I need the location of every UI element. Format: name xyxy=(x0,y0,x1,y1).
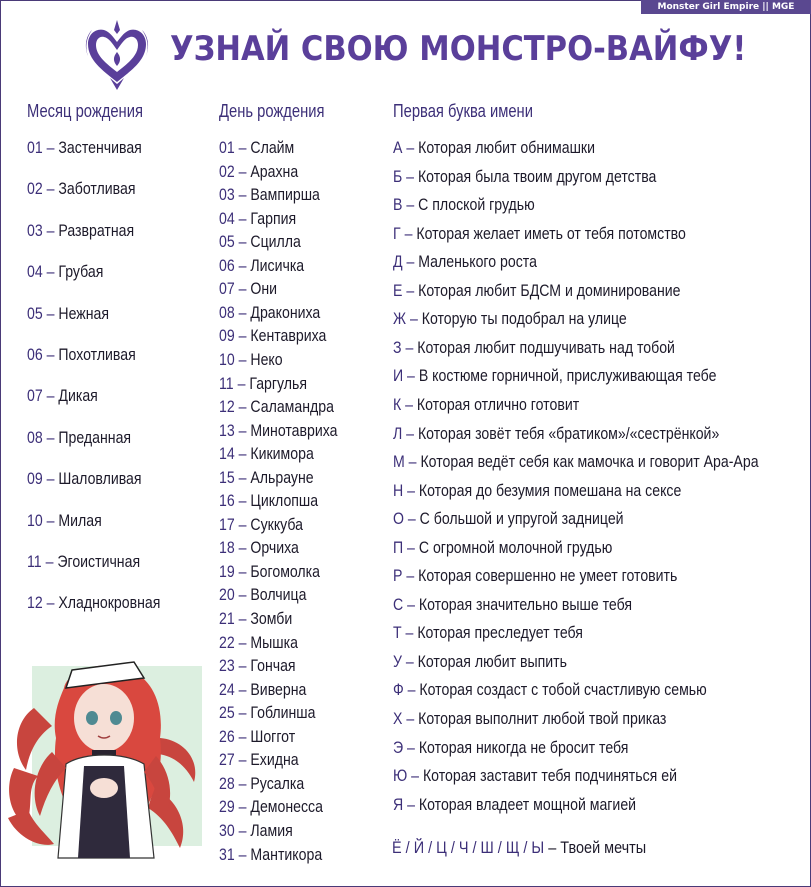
footer-line xyxy=(392,838,646,858)
days-item xyxy=(219,466,314,490)
days-item-key: 19 xyxy=(219,561,235,581)
months-item-key: 07 xyxy=(27,386,43,406)
days-item-text: Гарпия xyxy=(250,208,297,228)
months-item-text: Шаловливая xyxy=(58,469,142,489)
heart-crest-icon xyxy=(82,12,152,92)
days-item-dash: – xyxy=(234,561,251,581)
letters-item xyxy=(393,364,716,388)
months-item-key: 04 xyxy=(27,262,43,282)
months-item xyxy=(27,219,134,243)
letters-item-key: Б xyxy=(393,166,403,186)
letters-item xyxy=(393,621,583,645)
letters-item-dash: – xyxy=(402,280,419,300)
letters-item xyxy=(393,707,666,731)
months-item-key: 05 xyxy=(27,303,43,323)
days-item xyxy=(219,489,318,513)
days-item-key: 15 xyxy=(219,467,235,487)
months-item xyxy=(27,509,102,533)
days-item-dash: – xyxy=(234,420,251,440)
days-item-text: Гоблинша xyxy=(250,703,316,723)
days-item-dash: – xyxy=(234,349,251,369)
letters-item-key: Ф xyxy=(393,680,404,700)
letters-item-dash: – xyxy=(400,223,417,243)
days-item xyxy=(219,843,322,867)
letters-item-text: Которая любит БДСМ и доминирование xyxy=(418,280,681,300)
letters-item-key: Т xyxy=(393,623,402,643)
letters-item-key: Е xyxy=(393,280,403,300)
days-item xyxy=(219,207,296,231)
months-item-dash: – xyxy=(41,552,58,571)
letters-item-dash: – xyxy=(407,766,423,786)
days-item-text: Гончая xyxy=(250,656,296,676)
days-item-key: 05 xyxy=(219,232,235,252)
letters-item-dash: – xyxy=(403,366,419,386)
letters-item-text: С огромной молочной грудью xyxy=(418,537,613,557)
letters-item-dash: – xyxy=(401,623,418,643)
days-item-text: Шоггот xyxy=(250,726,296,746)
letters-item-key: Ю xyxy=(393,766,408,786)
days-item-dash: – xyxy=(234,632,251,652)
letters-item-key: Я xyxy=(393,794,404,814)
days-item xyxy=(219,136,294,160)
months-item-key: 08 xyxy=(27,427,43,447)
days-item-key: 31 xyxy=(219,844,235,864)
days-item-dash: – xyxy=(234,302,251,322)
months-item xyxy=(27,467,142,491)
days-item-text: Русалка xyxy=(250,773,305,793)
letters-item-key: И xyxy=(393,366,404,386)
letters-item-key: М xyxy=(393,452,405,472)
days-item-key: 21 xyxy=(219,609,235,628)
letters-item xyxy=(393,222,686,246)
days-item-text: Кикимора xyxy=(250,444,314,464)
letters-item xyxy=(393,678,707,702)
days-item xyxy=(219,819,293,843)
days-item-text: Виверна xyxy=(250,679,307,699)
days-item-key: 28 xyxy=(219,773,235,793)
days-item-dash: – xyxy=(234,161,251,181)
days-item-text: Демонесса xyxy=(250,797,323,817)
letters-item-text: Которая заставит тебя подчиняться ей xyxy=(422,766,677,786)
letters-item-dash: – xyxy=(403,737,419,757)
letters-item-text: Которая ведёт себя как мамочка и говорит Ара-Ара xyxy=(420,452,759,472)
days-item-key: 24 xyxy=(219,679,235,699)
days-item-dash: – xyxy=(234,467,251,487)
days-item xyxy=(219,725,295,749)
days-item xyxy=(219,419,337,443)
letters-item-dash: – xyxy=(402,709,419,728)
letters-item-dash: – xyxy=(403,794,419,814)
letters-item xyxy=(393,393,579,417)
letters-item-text: Которая владеет мощной магией xyxy=(418,794,637,814)
days-item-text: Суккуба xyxy=(250,514,303,534)
days-item xyxy=(219,536,299,560)
days-item-key: 13 xyxy=(219,420,235,440)
months-item xyxy=(27,550,140,574)
letters-item-key: Э xyxy=(393,737,404,757)
letters-item-dash: – xyxy=(402,252,419,272)
days-item-key: 08 xyxy=(219,302,235,322)
months-item-key: 02 xyxy=(27,179,43,199)
months-item-text: Преданная xyxy=(58,427,132,447)
scylla-maid-illustration xyxy=(4,648,204,864)
letters-item-key: А xyxy=(393,138,403,157)
letters-item-dash: – xyxy=(403,480,419,500)
group-badge: Monster Girl Empire || MGE Group xyxy=(641,0,811,14)
days-item-text: Арахна xyxy=(250,161,299,181)
letters-item-dash: – xyxy=(403,537,419,557)
months-item-dash: – xyxy=(42,220,59,240)
months-item-key: 11 xyxy=(27,552,42,571)
letters-item-dash: – xyxy=(402,138,419,157)
letters-item xyxy=(393,479,681,503)
letters-item-key: П xyxy=(393,537,404,557)
letters-item xyxy=(393,307,627,331)
footer-separator: – xyxy=(548,838,561,857)
months-item xyxy=(27,426,131,450)
letters-item-dash: – xyxy=(402,423,418,443)
days-item xyxy=(219,442,314,466)
footer-text: Твоей мечты xyxy=(560,838,647,857)
days-item xyxy=(219,583,306,607)
letters-item xyxy=(393,279,681,303)
letters-item-key: В xyxy=(393,195,403,215)
page-title: УЗНАЙ СВОЮ МОНСТРО-ВАЙФУ! xyxy=(170,29,747,69)
days-item-text: Слайм xyxy=(250,138,295,157)
months-item xyxy=(27,177,135,201)
days-item-dash: – xyxy=(234,797,251,817)
days-item xyxy=(219,631,298,655)
letters-item-dash: – xyxy=(401,337,418,357)
days-item-dash: – xyxy=(234,255,251,275)
months-item-text: Грубая xyxy=(58,262,104,282)
months-item-dash: – xyxy=(42,345,59,364)
letters-item xyxy=(393,793,636,817)
days-item xyxy=(219,348,283,372)
months-item xyxy=(27,343,136,367)
months-item-dash: – xyxy=(42,262,59,282)
days-item-text: Дракониха xyxy=(250,302,321,322)
days-item-key: 20 xyxy=(219,585,235,605)
days-item-text: Они xyxy=(250,279,278,299)
letters-item xyxy=(393,450,759,474)
letters-item-text: Которая до безумия помешана на сексе xyxy=(418,480,682,500)
letters-item-text: Которая желает иметь от тебя потомство xyxy=(416,223,686,243)
days-item-text: Минотавриха xyxy=(250,420,338,440)
letters-item-key: З xyxy=(393,337,402,357)
letters-item-text: Которая выполнит любой твой приказ xyxy=(418,709,667,728)
days-item-text: Богомолка xyxy=(250,561,321,581)
letters-item-dash: – xyxy=(401,394,417,414)
months-item-dash: – xyxy=(42,138,59,157)
days-item-key: 07 xyxy=(219,279,235,299)
letters-item-text: Которая любит обнимашки xyxy=(418,138,595,157)
days-item-dash: – xyxy=(234,397,251,417)
letters-item-text: Которая любит выпить xyxy=(417,651,567,671)
letters-item-key: О xyxy=(393,509,404,529)
letters-item-key: Р xyxy=(393,566,403,586)
days-item-dash: – xyxy=(234,138,251,157)
months-item-dash: – xyxy=(42,179,59,199)
letters-item xyxy=(393,193,535,217)
letters-item-key: Ж xyxy=(393,309,407,329)
letters-item-key: У xyxy=(393,651,402,671)
letters-item-key: Д xyxy=(393,252,403,272)
days-item xyxy=(219,160,298,184)
days-item-dash: – xyxy=(234,609,251,628)
months-item-dash: – xyxy=(42,469,59,489)
days-item-key: 22 xyxy=(219,632,235,652)
days-item xyxy=(219,277,277,301)
days-item-key: 25 xyxy=(219,703,235,723)
months-item-dash: – xyxy=(42,386,59,406)
months-item-dash: – xyxy=(42,427,59,447)
months-item-text: Дикая xyxy=(58,386,98,406)
letters-item-dash: – xyxy=(403,680,420,700)
months-item-key: 06 xyxy=(27,345,43,364)
days-item-dash: – xyxy=(234,679,251,699)
letters-item-dash: – xyxy=(401,651,418,671)
days-item-dash: – xyxy=(234,514,251,534)
months-header: Месяц рождения xyxy=(27,101,143,121)
days-item-key: 03 xyxy=(219,185,235,205)
letters-item-text: Которая никогда не бросит тебя xyxy=(418,737,629,757)
months-item xyxy=(27,260,103,284)
months-item-key: 10 xyxy=(27,510,43,530)
letters-item-text: Которая совершенно не умеет готовить xyxy=(418,566,678,586)
days-item-dash: – xyxy=(234,538,251,558)
letters-item xyxy=(393,650,567,674)
months-item-text: Милая xyxy=(58,510,102,530)
days-item-dash: – xyxy=(234,185,251,205)
letters-item-text: Которая любит подшучивать над тобой xyxy=(417,337,675,357)
letters-item xyxy=(393,536,612,560)
letters-item-text: С большой и упругой задницей xyxy=(419,509,624,529)
letters-item-text: Которая преследует тебя xyxy=(417,623,583,643)
letters-item xyxy=(393,165,656,189)
days-item-text: Альрауне xyxy=(250,467,314,487)
days-item-key: 06 xyxy=(219,255,235,275)
days-item-text: Саламандра xyxy=(250,397,334,417)
days-item-text: Вампирша xyxy=(250,185,320,205)
letters-item-text: Маленького роста xyxy=(418,252,537,272)
months-item-text: Заботливая xyxy=(58,179,136,199)
days-item-text: Орчиха xyxy=(250,538,299,558)
days-item-dash: – xyxy=(234,750,251,770)
letters-item-text: Которая была твоим другом детства xyxy=(417,166,657,186)
letters-item-text: С плоской грудью xyxy=(418,195,535,215)
days-item-dash: – xyxy=(234,444,251,464)
days-header: День рождения xyxy=(219,101,325,121)
days-item xyxy=(219,701,315,725)
letters-item-text: В костюме горничной, прислуживающая тебе xyxy=(418,366,717,386)
months-item-text: Хладнокровная xyxy=(58,593,161,613)
days-item xyxy=(219,748,299,772)
letters-item xyxy=(393,564,677,588)
days-item-key: 18 xyxy=(219,538,235,558)
days-item-dash: – xyxy=(234,491,251,511)
letters-item xyxy=(393,422,719,446)
days-item-key: 14 xyxy=(219,444,235,464)
days-item-text: Лисичка xyxy=(250,255,305,275)
days-item-text: Кентавриха xyxy=(250,326,327,346)
letters-item-text: Которая создаст с тобой счастливую семью xyxy=(419,680,707,700)
days-item-key: 29 xyxy=(219,797,235,817)
days-item-dash: – xyxy=(234,703,251,723)
days-item-dash: – xyxy=(233,373,250,393)
days-item xyxy=(219,301,320,325)
letters-item xyxy=(393,593,632,617)
letters-item-text: Которая отлично готовит xyxy=(416,394,580,414)
letters-item xyxy=(393,507,624,531)
days-item-text: Гаргулья xyxy=(249,373,308,393)
days-item-text: Ехидна xyxy=(250,750,299,770)
days-item xyxy=(219,560,320,584)
days-item xyxy=(219,678,306,702)
letters-item-dash: – xyxy=(406,309,422,329)
letters-item-text: Которая значительно выше тебя xyxy=(418,594,633,614)
letters-header: Первая буква имени xyxy=(393,101,533,121)
days-item xyxy=(219,654,296,678)
months-item-key: 01 xyxy=(27,138,43,157)
days-item-text: Мантикора xyxy=(250,844,323,864)
letters-item-key: Л xyxy=(393,423,403,443)
days-item-key: 12 xyxy=(219,397,235,417)
letters-item-key: Н xyxy=(393,480,404,500)
days-item xyxy=(219,372,307,396)
days-item-text: Неко xyxy=(250,349,283,369)
days-item-key: 26 xyxy=(219,726,235,746)
days-item-key: 10 xyxy=(219,349,235,369)
days-item-key: 30 xyxy=(219,820,235,840)
days-item-key: 27 xyxy=(219,750,235,770)
months-item-text: Похотливая xyxy=(58,345,136,364)
days-item-dash: – xyxy=(234,773,251,793)
letters-item-text: Которую ты подобрал на улице xyxy=(421,309,627,329)
letters-item-dash: – xyxy=(402,195,419,215)
days-item-dash: – xyxy=(234,585,251,605)
months-item-text: Эгоистичная xyxy=(57,552,141,571)
letters-item-dash: – xyxy=(404,452,421,472)
days-item-key: 01 xyxy=(219,138,235,157)
months-item-text: Развратная xyxy=(58,220,135,240)
letters-item-text: Которая зовёт тебя «братиком»/«сестрёнкой» xyxy=(417,423,720,443)
days-item-dash: – xyxy=(234,232,251,252)
days-item xyxy=(219,254,304,278)
letters-item xyxy=(393,764,677,788)
days-item xyxy=(219,230,301,254)
months-item-text: Нежная xyxy=(58,303,110,323)
days-item-text: Сцилла xyxy=(250,232,301,252)
letters-item-key: Г xyxy=(393,223,401,243)
letters-item xyxy=(393,136,595,160)
letters-item-key: Х xyxy=(393,709,403,728)
days-item xyxy=(219,183,320,207)
letters-item xyxy=(393,336,675,360)
letters-item-dash: – xyxy=(402,566,419,586)
days-item-key: 09 xyxy=(219,326,235,346)
months-item-key: 03 xyxy=(27,220,43,240)
days-item-dash: – xyxy=(234,726,251,746)
letters-item-dash: – xyxy=(403,509,420,529)
months-item-key: 12 xyxy=(27,593,43,613)
days-item-dash: – xyxy=(234,820,251,840)
letters-item xyxy=(393,736,628,760)
months-item xyxy=(27,136,142,160)
letters-item-dash: – xyxy=(402,166,418,186)
days-item-dash: – xyxy=(234,279,251,299)
days-item-key: 04 xyxy=(219,208,235,228)
days-item-dash: – xyxy=(234,844,251,864)
days-item-key: 17 xyxy=(219,514,235,534)
days-item-key: 11 xyxy=(219,373,234,393)
days-item-text: Ламия xyxy=(250,820,293,840)
months-item-key: 09 xyxy=(27,469,43,489)
letters-item-dash: – xyxy=(403,594,419,614)
months-item-dash: – xyxy=(42,303,59,323)
days-item-key: 02 xyxy=(219,161,235,181)
days-item xyxy=(219,324,326,348)
days-item-key: 23 xyxy=(219,656,235,676)
footer-letters: Ё / Й / Ц / Ч / Ш / Щ / Ы xyxy=(392,838,545,857)
days-item-text: Зомби xyxy=(250,609,293,628)
days-item-key: 16 xyxy=(219,491,235,511)
months-item xyxy=(27,591,160,615)
months-item-text: Застенчивая xyxy=(58,138,142,157)
months-item xyxy=(27,302,109,326)
days-item xyxy=(219,607,292,631)
days-item-text: Циклопша xyxy=(250,491,319,511)
letters-item-key: К xyxy=(393,394,402,414)
days-item-dash: – xyxy=(234,208,251,228)
days-item xyxy=(219,513,303,537)
days-item-dash: – xyxy=(234,326,251,346)
days-item-text: Мышка xyxy=(250,632,298,652)
months-item xyxy=(27,384,98,408)
days-item xyxy=(219,395,334,419)
months-item-dash: – xyxy=(42,510,59,530)
days-item xyxy=(219,795,323,819)
months-item-dash: – xyxy=(42,593,59,613)
days-item xyxy=(219,772,304,796)
letters-item-key: С xyxy=(393,594,404,614)
days-item-dash: – xyxy=(234,656,251,676)
days-item-text: Волчица xyxy=(250,585,307,605)
letters-item xyxy=(393,250,537,274)
